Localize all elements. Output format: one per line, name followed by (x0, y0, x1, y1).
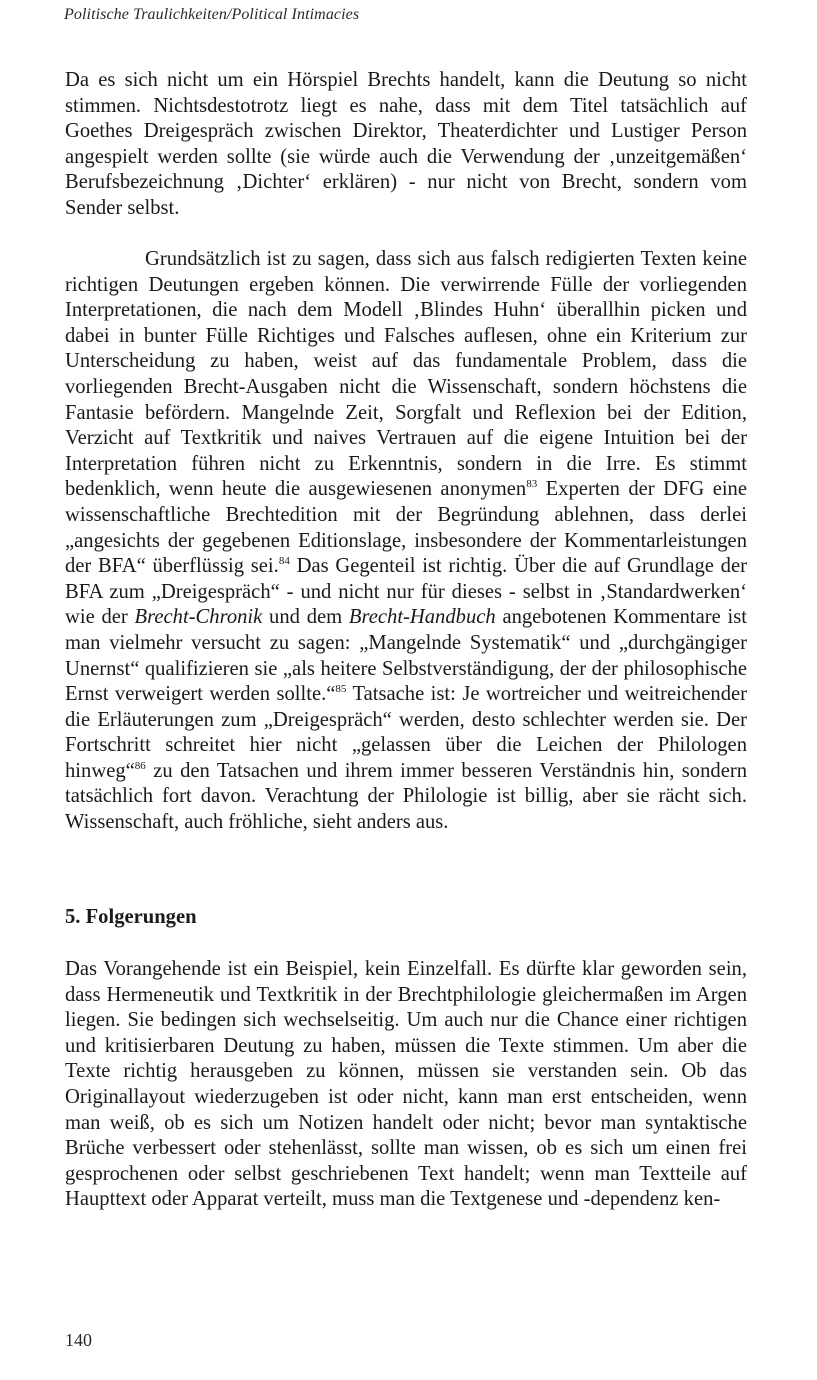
section-heading: 5. Folgerungen (65, 906, 197, 928)
title-brecht-chronik: Brecht-Chronik (134, 606, 263, 629)
paragraph-2-seg4: und dem (262, 606, 349, 629)
paragraph-2-seg5: angebotenen Kommentare ist man vielmehr versucht zu sagen: „Mangelnde Systematik“ und „durchgängiger Unernst“ qualifizieren sie „als heitere Selbstverständigung, der der philosophische Ernst verweigert werden sollte.“ (65, 606, 747, 706)
paragraph-2-seg1: Grundsätzlich ist zu sagen, dass sich aus falsch redigierten Texten keine richtigen Deutungen ergeben können. Die verwirrende Fülle der vorliegenden Interpretationen, die nach dem Modell ‚Blindes Huhn‘ überallhin picken und dabei in bunter Fülle Richtiges und Falsches auflesen, ohne ein Kriterium zur Unterscheidung zu haben, weist auf das fundamentale Problem, dass die vorliegenden Brecht-Ausgaben nicht die Wissenschaft, sondern höchstens die Fantasie befördern. Mangelnde Zeit, Sorgfalt und Reflexion bei der Edition, Verzicht auf Textkritik und naives Vertrauen auf die eigene Intuition bei der Interpretation führen nicht zu Erkenntnis, sondern in die Irre. Es stimmt bedenklich, wenn heute die ausgewiesenen anonymen (65, 248, 747, 501)
running-head: Politische Traulichkeiten/Political Intimacies (64, 6, 360, 23)
footnote-ref-83[interactable]: 83 (526, 478, 538, 491)
footnote-ref-84[interactable]: 84 (278, 555, 290, 568)
footnote-ref-86[interactable]: 86 (134, 759, 146, 772)
paragraph-2-seg2: Experten der DFG eine wissenschaftliche Brechtedition mit der Begründung ablehnen, dass derlei „angesichts der gegebenen Editionslage, insbesondere der Kommentarleistungen der BFA“ überflüssig sei. (65, 478, 747, 578)
footnote-ref-85[interactable]: 85 (335, 683, 347, 696)
title-brecht-handbuch: Brecht-Handbuch (348, 606, 496, 629)
paragraph-1 (65, 68, 747, 222)
paragraph-1-text: Da es sich nicht um ein Hörspiel Brechts handelt, kann die Deutung so nicht stimmen. Nichtsdestotrotz liegt es nahe, dass mit dem Titel tatsächlich auf Goethes Dreigespräch zwischen Direktor, Theaterdichter und Lustiger Person angespielt werden sollte (sie würde auch die Verwendung der ‚unzeitgemäßen‘ Berufsbezeichnung ‚Dichter‘ erklären) - nur nicht von Brecht, sondern vom Sender selbst. (65, 69, 747, 219)
paragraph-3-text: Das Vorangehende ist ein Beispiel, kein Einzelfall. Es dürfte klar geworden sein, dass Hermeneutik und Textkritik in der Brechtphilologie gleichermaßen im Argen liegen. Sie bedingen sich wechselseitig. Um auch nur die Chance einer richtigen und kritisierbaren Deutung zu haben, müssen die Texte stimmen. Um aber die Texte richtig herausgeben zu können, müssen sie verstanden sein. Ob das Originallayout wiederzugeben ist oder nicht, kann man erst entscheiden, wenn man weiß, ob es sich um Notizen handelt oder nicht; bevor man syntaktische Brüche verbessert oder stehenlässt, sollte man wissen, ob es sich um einen frei gesprochenen oder selbst geschriebenen Text handelt; wenn man Textteile auf Haupttext oder Apparat verteilt, muss man die Textgenese und -dependenz ken- (65, 958, 747, 1211)
paragraph-2 (65, 247, 747, 836)
page-number: 140 (65, 1330, 92, 1350)
paragraph-2-text (65, 247, 747, 836)
paragraph-2-seg6: Tatsache ist: Je wortreicher und weitreichender die Erläuterungen zum „Dreigespräch“ werden, desto schlechter werden sie. Der Fortschritt schreitet hier nicht „gelassen über die Leichen der Philologen hinweg“ (65, 683, 747, 782)
paragraph-2-seg7: zu den Tatsachen und ihrem immer besseren Verständnis hin, sondern tatsächlich fort davon. Verachtung der Philologie ist billig, aber sie rächt sich. Wissenschaft, auch fröhliche, sieht anders aus. (65, 759, 747, 834)
paragraph-2-seg3: Das Gegenteil ist richtig. Über die auf Grundlage der BFA zum „Dreigespräch“ - und nicht nur für dieses - selbst in ‚Standardwerken‘ wie der (65, 555, 747, 629)
paragraph-3 (65, 957, 747, 1213)
